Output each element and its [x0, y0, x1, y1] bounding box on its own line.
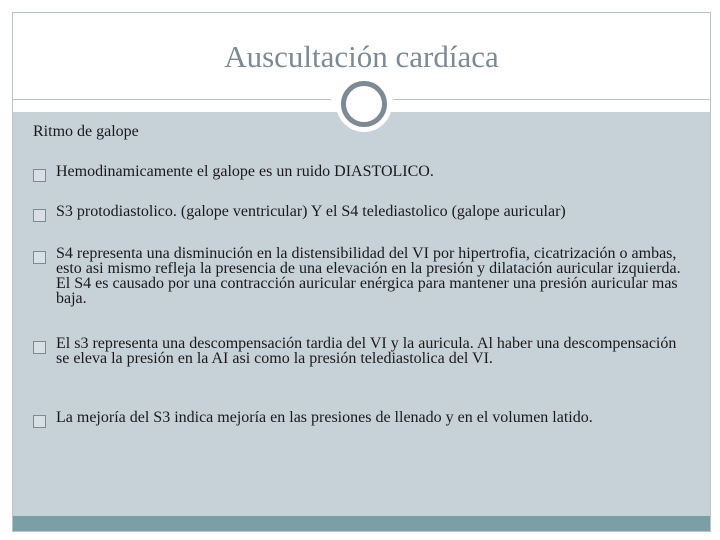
bullet-square-icon: [33, 415, 46, 428]
bullet-square-icon: [33, 251, 46, 264]
bullet-text: S4 representa una disminución en la distensibilidad del VI por hipertrofia, cicatrización o ambas, esto asi mismo refleja la presencia de una elevación en la presión y dilatación auricular izquierda. El S4 es causado por una contracción auricular enérgica para mantener una presión auricular mas baja.: [56, 245, 681, 307]
bullet-square-icon: [33, 209, 46, 222]
title-divider-left: [13, 99, 331, 100]
title-divider-right: [393, 99, 710, 100]
bullet-item: [33, 204, 686, 222]
subheading: Ritmo de galope: [33, 123, 139, 140]
bullet-text: La mejoría del S3 indica mejoría en las presiones de llenado y en el volumen latido.: [56, 409, 593, 426]
bullet-text: Hemodinamicamente el galope es un ruido DIASTOLICO.: [56, 163, 434, 180]
bullet-square-icon: [33, 341, 46, 354]
bullet-item: [33, 164, 686, 182]
slide: [12, 12, 711, 532]
bullet-item: [33, 410, 686, 428]
footer-bar: [13, 516, 710, 531]
bullet-item: [33, 336, 686, 366]
bullet-item: [33, 246, 686, 306]
slide-title: Auscultación cardíaca: [224, 39, 499, 74]
bullet-text: S3 protodiastolico. (galope ventricular) Y el S4 telediastolico (galope auricular): [56, 203, 566, 220]
bullet-text: El s3 representa una descompensación tardia del VI y la auricula. Al haber una descompensación se eleva la presión en la AI asi como la presión telediastolica del VI.: [56, 335, 677, 367]
circle-ornament-icon: [341, 81, 387, 127]
bullet-square-icon: [33, 169, 46, 182]
